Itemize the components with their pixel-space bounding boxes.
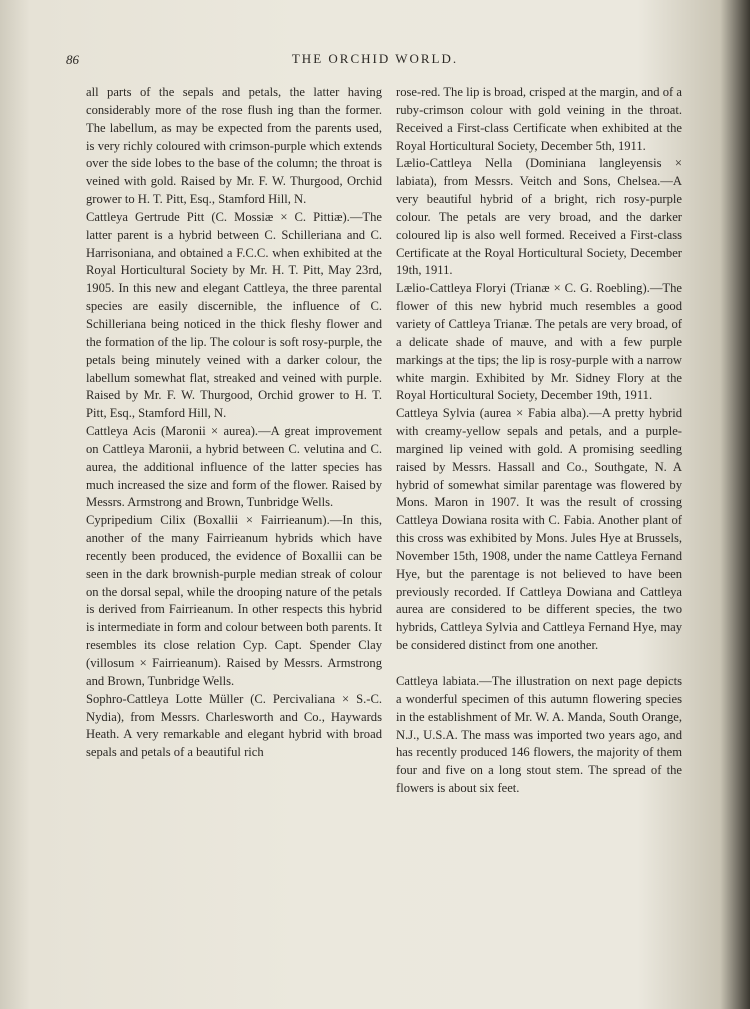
running-title: THE ORCHID WORLD.: [291, 51, 459, 66]
paragraph: all parts of the sepals and petals, the latter having considerably more of the rose flush ing than the former. The labellum, as may be expected from the parents used, is very richly coloured with crimson-purple which extends over the side lobes to the base of the column; the throat is veined with gold. Raised by Mr. F. W. Thurgood, Orchid grower to H. T. Pitt, Esq., Stamford Hill, N.: [86, 85, 382, 207]
paragraph: Cattleya Sylvia (aurea × Fabia alba).—A pretty hybrid with creamy-yellow sepals and petals, and a purple-margined lip veined with gold. A promising seedling raised by Messrs. Hassall and Co., Southgate, N. A hybrid of somewhat similar parentage was flowered by Mons. Maron in 1907. It was the result of crossing Cattleya Dowiana rosita with C. Fabia. Another plant of this cross was exhibited by Mons. Jules Hye at Brussels, November 15th, 1908, under the name Cattleya Fernand Hye, but the parentage is not believed to have been previously recorded. If Cattleya Dowiana and Cattleya aurea are considered to be different species, the two hybrids, Cattleya Sylvia and Cattleya Fernand Hye, may be considered distinct from one another.: [396, 406, 682, 653]
paragraph: Sophro-Cattleya Lotte Müller (C. Percivaliana × S.-C. Nydia), from Messrs. Charlesworth and Co., Haywards Heath. A very remarkable and elegant hybrid with broad sepals and petals of a beautiful rich: [86, 691, 382, 760]
left-column: [86, 84, 382, 762]
paragraph: rose-red. The lip is broad, crisped at the margin, and of a ruby-crimson colour with gold veining in the throat. Received a First-class Certificate when exhibited at the Royal Horticultural Society, December 5th, 1911.: [396, 85, 682, 153]
paragraph: Lælio-Cattleya Nella (Dominiana langleyensis × labiata), from Messrs. Veitch and Sons, Chelsea.—A very beautiful hybrid of a bright, rich rosy-purple colour. The petals are very broad, and the darker coloured lip is also well formed. Received a First-class Certificate at the Royal Horticultural Society, December 19th, 1911.: [396, 156, 682, 278]
page-number: 86: [66, 52, 79, 67]
paragraph: Lælio-Cattleya Floryi (Trianæ × C. G. Roebling).—The flower of this new hybrid much resembles a good variety of Cattleya Trianæ. The petals are very broad, of a delicate shade of mauve, and with a few purple markings at the tips; the lip is rosy-purple with a narrow white margin. Exhibited by Mr. Sidney Flory at the Royal Horticultural Society, December 19th, 1911.: [396, 281, 682, 403]
paragraph: Cattleya Gertrude Pitt (C. Mossiæ × C. Pittiæ).—The latter parent is a hybrid between C. Schilleriana and C. Harrisoniana, and obtained a F.C.C. when exhibited at the Royal Horticultural Society by Mr. H. T. Pitt, May 23rd, 1905. In this new and elegant Cattleya, the three parental species are easily discernible, the influence of C. Schilleriana being noticed in the thick fleshy flower and the formation of the lip. The colour is soft rosy-purple, the petals being minutely veined with a darker colour, the labellum somewhat flat, streaked and veined with purple. Raised by Mr. F. W. Thurgood, Orchid grower to H. T. Pitt, Esq., Stamford Hill, N.: [86, 209, 382, 421]
paragraph: Cattleya Acis (Maronii × aurea).—A great improvement on Cattleya Maronii, a hybrid between C. velutina and C. aurea, the additional influence of the latter species has much increased the size and form of the flower. Raised by Messrs. Armstrong and Brown, Tunbridge Wells.: [86, 424, 382, 510]
right-column: [396, 84, 682, 798]
paragraph: Cypripedium Cilix (Boxallii × Fairrieanum).—In this, another of the many Fairrieanum hybrids which have recently been produced, the evidence of Boxallii can be seen in the dark brownish-purple median streak of colour on the dorsal sepal, while the drooping nature of the petals is derived from Fairrieanum. In other respects this hybrid is intermediate in form and colour between both parents. It resembles its close relation Cyp. Capt. Spender Clay (villosum × Fairrieanum). Raised by Messrs. Armstrong and Brown, Tunbridge Wells.: [86, 513, 382, 688]
paragraph: Cattleya labiata.—The illustration on next page depicts a wonderful specimen of this autumn flowering species in the establishment of Mr. W. A. Manda, South Orange, N.J., U.S.A. The mass was imported two years ago, and has recently produced 146 flowers, the majority of them four and five on a long stout stem. The spread of the flowers is about six feet.: [396, 674, 682, 796]
